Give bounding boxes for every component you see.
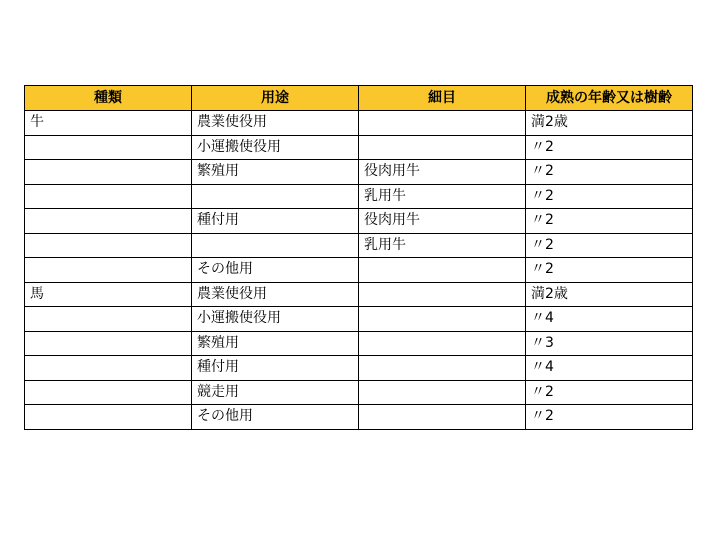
table-row: [25, 380, 693, 405]
cell-maturity-age: 〃4: [526, 307, 693, 332]
cell-purpose: 繁殖用: [192, 160, 359, 185]
cell-maturity-age: 〃2: [526, 380, 693, 405]
cell-purpose: 競走用: [192, 380, 359, 405]
cell-maturity-age: 満2歳: [526, 282, 693, 307]
cell-maturity-age: 〃2: [526, 258, 693, 283]
table-row: [25, 258, 693, 283]
cell-purpose: 繁殖用: [192, 331, 359, 356]
cell-purpose: 小運搬使役用: [192, 307, 359, 332]
cell-detail: [359, 380, 526, 405]
cell-detail: 乳用牛: [359, 184, 526, 209]
cell-maturity-age: 満2歳: [526, 111, 693, 136]
cell-purpose: [192, 233, 359, 258]
cell-detail: [359, 331, 526, 356]
cell-maturity-age: 〃2: [526, 209, 693, 234]
cell-type: [25, 184, 192, 209]
cell-maturity-age: 〃4: [526, 356, 693, 381]
maturity-age-table-container: [24, 85, 692, 430]
cell-type: [25, 307, 192, 332]
cell-type: [25, 160, 192, 185]
maturity-age-table: [24, 85, 693, 430]
cell-type: [25, 135, 192, 160]
table-row: [25, 111, 693, 136]
cell-maturity-age: 〃2: [526, 135, 693, 160]
header-type: 種類: [25, 86, 192, 111]
cell-type: [25, 405, 192, 430]
cell-detail: [359, 135, 526, 160]
cell-detail: [359, 405, 526, 430]
table-row: [25, 184, 693, 209]
table-row: [25, 160, 693, 185]
table-row: [25, 405, 693, 430]
cell-purpose: 種付用: [192, 356, 359, 381]
cell-type: [25, 331, 192, 356]
header-purpose: 用途: [192, 86, 359, 111]
table-row: [25, 356, 693, 381]
cell-purpose: その他用: [192, 258, 359, 283]
cell-purpose: その他用: [192, 405, 359, 430]
cell-detail: 役肉用牛: [359, 209, 526, 234]
cell-purpose: 農業使役用: [192, 111, 359, 136]
table-row: [25, 307, 693, 332]
cell-detail: [359, 356, 526, 381]
cell-purpose: 小運搬使役用: [192, 135, 359, 160]
cell-maturity-age: 〃2: [526, 233, 693, 258]
cell-type: [25, 258, 192, 283]
cell-detail: [359, 307, 526, 332]
cell-maturity-age: 〃2: [526, 160, 693, 185]
cell-type: 牛: [25, 111, 192, 136]
cell-maturity-age: 〃3: [526, 331, 693, 356]
cell-maturity-age: 〃2: [526, 405, 693, 430]
cell-purpose: [192, 184, 359, 209]
table-row: [25, 233, 693, 258]
cell-type: [25, 380, 192, 405]
cell-type: 馬: [25, 282, 192, 307]
cell-type: [25, 356, 192, 381]
cell-detail: [359, 258, 526, 283]
cell-detail: 役肉用牛: [359, 160, 526, 185]
cell-purpose: 農業使役用: [192, 282, 359, 307]
table-row: [25, 209, 693, 234]
cell-detail: 乳用牛: [359, 233, 526, 258]
cell-purpose: 種付用: [192, 209, 359, 234]
cell-detail: [359, 282, 526, 307]
cell-detail: [359, 111, 526, 136]
cell-maturity-age: 〃2: [526, 184, 693, 209]
table-row: [25, 331, 693, 356]
header-detail: 細目: [359, 86, 526, 111]
header-maturity-age: 成熟の年齢又は樹齢: [526, 86, 693, 111]
table-row: [25, 135, 693, 160]
cell-type: [25, 209, 192, 234]
table-header-row: [25, 86, 693, 111]
table-row: [25, 282, 693, 307]
cell-type: [25, 233, 192, 258]
